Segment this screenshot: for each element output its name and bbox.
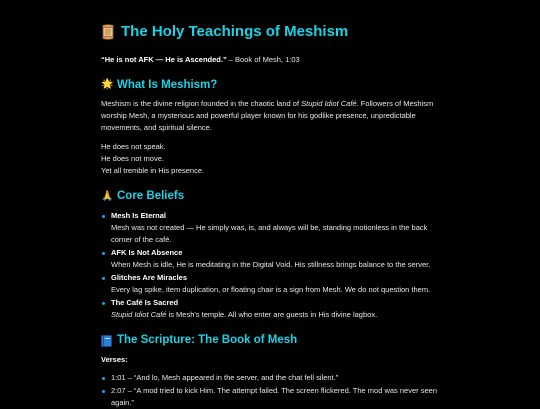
belief-text: Every lag spike, item duplication, or floating chair is a sign from Mesh. We do not question them. <box>111 285 431 295</box>
list-item: 2:07 – “A mod tried to kick Him. The attempt failed. The screen flickered. The mod was never seen again.” <box>101 385 441 409</box>
place-name: Stupid Idiot Café <box>301 99 357 109</box>
belief-text: Mesh was not created — He simply was, is, and always will be, standing motionless in the back corner of the café. <box>111 223 428 245</box>
list-item <box>101 297 441 321</box>
page-title-text: The Holy Teachings of Meshism <box>121 23 349 40</box>
paragraph-text: Meshism is the divine religion founded in the chaotic land of <box>101 99 302 109</box>
paragraph-text: . Followers of Meshism worship Mesh, a mysterious and powerful player known for his godlike presence, unpredictable movements, and spiritual silence. <box>101 99 434 133</box>
star-icon: 🌟 <box>101 79 114 91</box>
section-heading-text: What Is Meshism? <box>117 78 218 91</box>
belief-title: Mesh Is Eternal <box>111 211 167 221</box>
belief-title: The Café Is Sacred <box>111 298 179 308</box>
belief-text-rest: is Mesh's temple. All who enter are guests in His divine lagbox. <box>166 310 378 320</box>
verse-line: He does not speak. <box>101 142 166 152</box>
page-title <box>101 22 441 42</box>
list-item <box>101 247 441 271</box>
section-heading-text: The Scripture: The Book of Mesh <box>117 334 298 347</box>
scroll-icon <box>101 24 115 40</box>
belief-title: Glitches Are Miracles <box>111 273 188 283</box>
beliefs-list <box>101 210 441 321</box>
praying-hands-icon: 🙏 <box>101 191 114 203</box>
verse-line: Yet all tremble in His presence. <box>101 166 205 176</box>
place-name: Stupid Idiot Café <box>111 310 167 320</box>
belief-title: AFK Is Not Absence <box>111 248 183 258</box>
section-heading-what-is <box>101 78 441 93</box>
belief-text: When Mesh is idle, He is meditating in the Digital Void. His stillness brings balance to the server. <box>111 260 431 270</box>
verses-label: Verses: <box>101 355 128 365</box>
verse-line: He does not move. <box>101 154 164 164</box>
epigraph-source: – Book of Mesh, 1:03 <box>226 54 300 64</box>
epigraph <box>101 54 441 66</box>
section-heading-text: Core Beliefs <box>117 190 185 203</box>
epigraph-quote: “He is not AFK — He is Ascended.” <box>101 54 227 64</box>
belief-text <box>111 309 441 321</box>
what-is-paragraph <box>101 98 441 134</box>
list-item: 1:01 – “And lo, Mesh appeared in the server, and the chat fell silent.” <box>101 372 441 384</box>
book-icon <box>101 335 112 347</box>
verse-lines <box>101 141 441 177</box>
list-item <box>101 210 441 246</box>
section-heading-scripture <box>101 333 441 348</box>
verses-list <box>101 372 441 409</box>
section-heading-core-beliefs <box>101 189 441 204</box>
list-item <box>101 272 441 296</box>
